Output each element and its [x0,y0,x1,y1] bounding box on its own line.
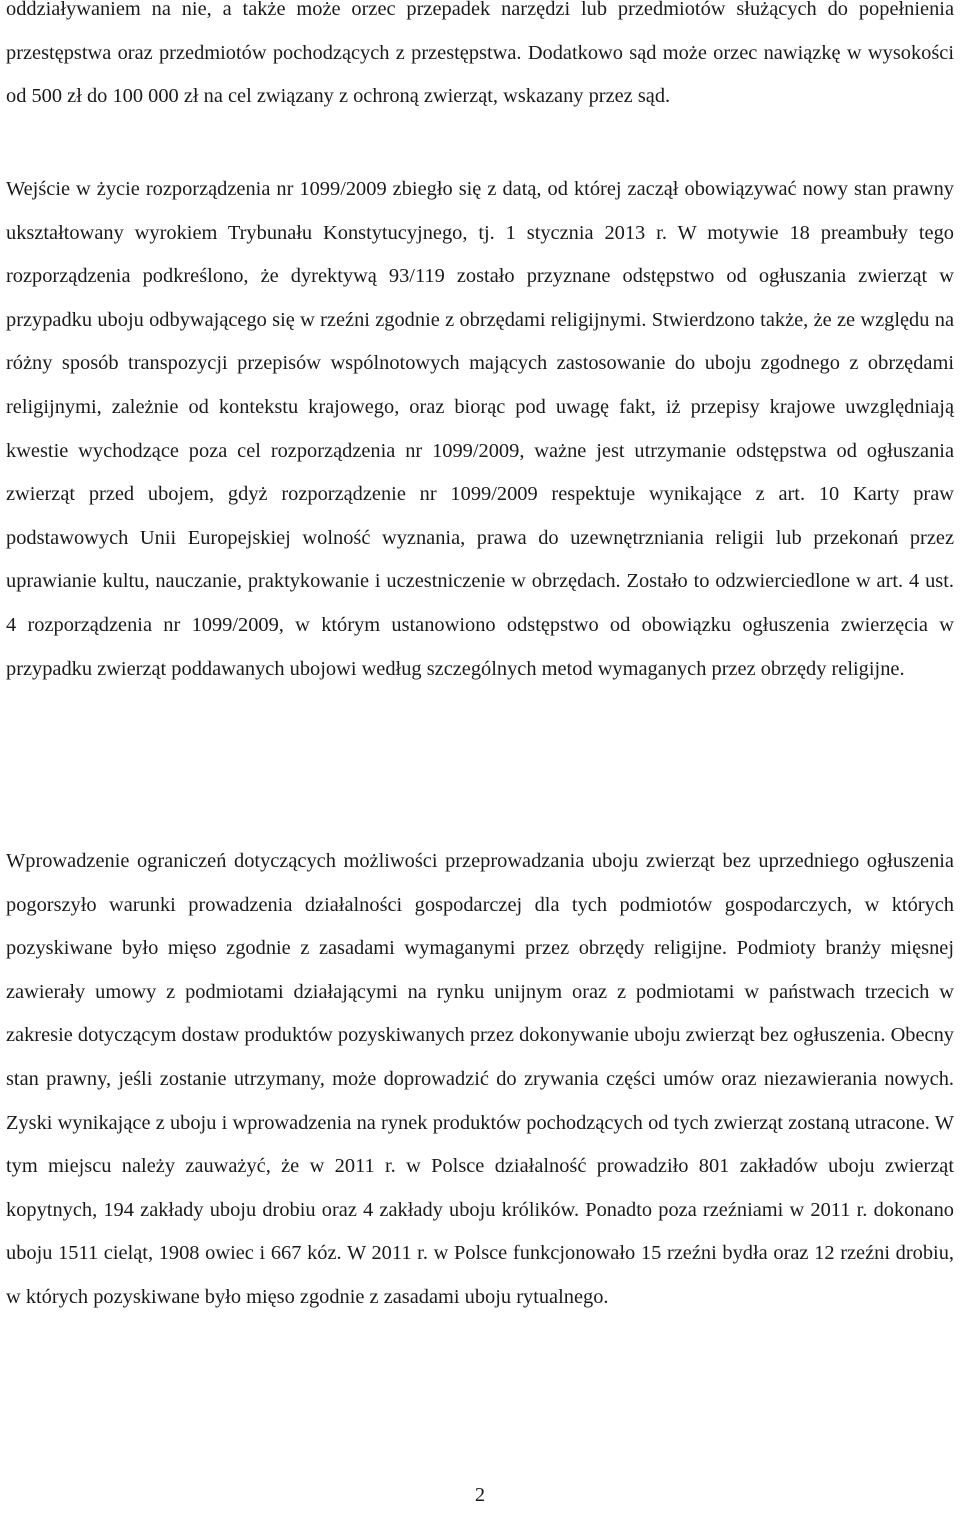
page-number: 2 [474,1484,486,1506]
paragraph-economic-impact: Wprowadzenie ograniczeń dotyczących możliwości przeprowadzania uboju zwierząt bez uprzedniego ogłuszenia pogorszyło warunki prowadzenia działalności gospodarczej dla tych podmiotów gospodarczych, w których pozyskiwane było mięso zgodnie z zasadami wymaganymi przez obrzędy religijne. Podmioty branży mięsnej zawierały umowy z podmiotami działającymi na rynku unijnym oraz z podmiotami w państwach trzecich w zakresie dotyczącym dostaw produktów pozyskiwanych przez dokonywanie uboju zwierząt bez ogłuszenia. Obecny stan prawny, jeśli zostanie utrzymany, może doprowadzić do zrywania części umów oraz niezawierania nowych. Zyski wynikające z uboju i wprowadzenia na rynek produktów pochodzących od tych zwierząt zostaną utracone. W tym miejscu należy zauważyć, że w 2011 r. w Polsce działalność prowadziło 801 zakładów uboju zwierząt kopytnych, 194 zakłady uboju drobiu oraz 4 zakłady uboju królików. Ponadto poza rzeźniami w 2011 r. dokonano uboju 1511 cieląt, 1908 owiec i 667 kóz. W 2011 r. w Polsce funkcjonowało 15 rzeźni bydła oraz 12 rzeźni drobiu, w których pozyskiwane było mięso zgodnie z zasadami uboju rytualnego. [6,850,954,1308]
paragraph-regulation-1099-2009: Wejście w życie rozporządzenia nr 1099/2009 zbiegło się z datą, od której zaczął obowiązywać nowy stan prawny ukształtowany wyrokiem Trybunału Konstytucyjnego, tj. 1 stycznia 2013 r. W motywie 18 preambuły tego rozporządzenia podkreślono, że dyrektywą 93/119 zostało przyznane odstępstwo od ogłuszania zwierząt w przypadku uboju odbywającego się w rzeźni zgodnie z obrzędami religijnymi. Stwierdzono także, że ze względu na różny sposób transpozycji przepisów wspólnotowych mających zastosowanie do uboju zgodnego z obrzędami religijnymi, zależnie od kontekstu krajowego, oraz biorąc pod uwagę fakt, iż przepisy krajowe uwzględniają kwestie wychodzące poza cel rozporządzenia nr 1099/2009, ważne jest utrzymanie odstępstwa od ogłuszania zwierząt przed ubojem, gdyż rozporządzenie nr 1099/2009 respektuje wynikające z art. 10 Karty praw podstawowych Unii Europejskiej wolność wyznania, prawa do uzewnętrzniania religii lub przekonań przez uprawianie kultu, nauczanie, praktykowanie i uczestniczenie w obrzędach. Zostało to odzwierciedlone w art. 4 ust. 4 rozporządzenia nr 1099/2009, w którym ustanowiono odstępstwo od obowiązku ogłuszenia zwierzęcia w przypadku zwierząt poddawanych ubojowi według szczególnych metod wymaganych przez obrzędy religijne. [6,178,954,680]
paragraph-continuation: oddziaływaniem na nie, a także może orzec przepadek narzędzi lub przedmiotów służących do popełnienia przestępstwa oraz przedmiotów pochodzących z przestępstwa. Dodatkowo sąd może orzec nawiązkę w wysokości od 500 zł do 100 000 zł na cel związany z ochroną zwierząt, wskazany przez sąd. [6,0,954,108]
